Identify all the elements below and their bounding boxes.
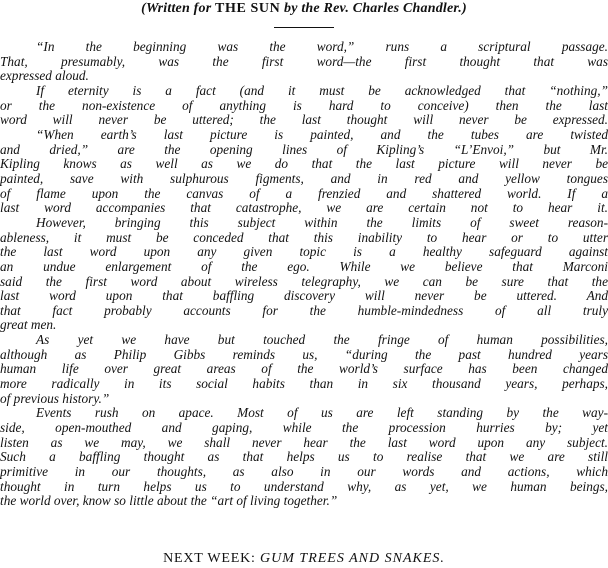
paragraph bbox=[0, 333, 608, 406]
text-line: Kipling knows as well as we do that the last picture will never be bbox=[0, 157, 608, 172]
text-line: As yet we have but touched the fringe of human possibilities, bbox=[36, 333, 608, 348]
text-line: side, open-mouthed and gaping, while the procession hurries by; yet bbox=[0, 421, 608, 436]
text-line: of previous history.” bbox=[0, 391, 110, 406]
text-line: listen as we may, we shall never hear the last word upon any subject. bbox=[0, 435, 608, 450]
paragraph bbox=[0, 406, 608, 509]
text-line: the world over, know so little about the “art of living together.” bbox=[0, 494, 338, 509]
text-line: thought in turn helps us to understand why, as yet, we human beings, bbox=[0, 479, 608, 494]
text-line: painted, save with sulphurous figments, and in red and yellow tongues bbox=[0, 171, 608, 186]
text-line: or the non-existence of anything is hard to conceive) then the last bbox=[0, 98, 608, 113]
text-line: of flame upon the canvas of a frenzied and shattered world. If a bbox=[0, 186, 608, 201]
next-week-label: NEXT WEEK: bbox=[163, 551, 261, 566]
text-line: Such a baffling thought as that helps us to realise that we are still bbox=[0, 450, 608, 465]
byline-open: (Written for bbox=[141, 1, 216, 16]
byline-author: by the Rev. Charles Chandler.) bbox=[280, 1, 467, 16]
text-line: last word accompanies that catastrophe, we are certain not to hear it. bbox=[0, 201, 608, 216]
text-line: said the first word about wireless telegraphy, we can be sure that the bbox=[0, 274, 608, 289]
byline bbox=[0, 0, 608, 18]
text-line: last word upon that baffling discovery will never be uttered. And bbox=[0, 289, 608, 304]
newspaper-name: THE SUN bbox=[215, 1, 281, 16]
paragraph bbox=[0, 40, 608, 84]
text-line: “In the beginning was the word,” runs a scriptural passage. bbox=[36, 40, 608, 54]
text-line: great men. bbox=[0, 318, 57, 333]
text-line: an undue enlargement of the ego. While we believe that Marconi bbox=[0, 259, 608, 274]
next-week-topic: GUM TREES AND SNAKES. bbox=[260, 551, 445, 566]
paragraph bbox=[0, 128, 608, 216]
article-body bbox=[0, 40, 608, 509]
text-line: However, bringing this subject within the limits of sweet reason- bbox=[36, 215, 608, 230]
text-line: primitive in our thoughts, as also in our words and actions, which bbox=[0, 465, 608, 480]
text-line: that fact probably accounts for the humble-mindedness of all truly bbox=[0, 303, 608, 318]
text-line: and dried,” are the opening lines of Kipling’s “L’Envoi,” but Mr. bbox=[0, 142, 608, 157]
text-line: That, presumably, was the first word—the first thought that was bbox=[0, 54, 608, 69]
text-line: “When earth’s last picture is painted, and the tubes are twisted bbox=[36, 127, 608, 142]
text-line: ableness, it must be conceded that this inability to hear or to utter bbox=[0, 230, 608, 245]
text-line: Events rush on apace. Most of us are left standing by the way- bbox=[36, 406, 608, 421]
title-divider bbox=[274, 27, 334, 28]
text-line: the last word upon any given topic is a healthy safeguard against bbox=[0, 245, 608, 260]
text-line: expressed aloud. bbox=[0, 69, 89, 84]
text-line: word will never be uttered; the last thought will never be expressed. bbox=[0, 113, 608, 128]
text-line: more radically in its social habits than in six thousand years, perhaps, bbox=[0, 377, 608, 392]
next-week-notice bbox=[0, 551, 608, 567]
text-line: although as Philip Gibbs reminds us, “during the past hundred years bbox=[0, 347, 608, 362]
paragraph bbox=[0, 84, 608, 128]
text-line: human life over great areas of the world’s surface has been changed bbox=[0, 362, 608, 377]
paragraph bbox=[0, 216, 608, 333]
text-line: If eternity is a fact (and it must be acknowledged that “nothing,” bbox=[36, 83, 608, 98]
